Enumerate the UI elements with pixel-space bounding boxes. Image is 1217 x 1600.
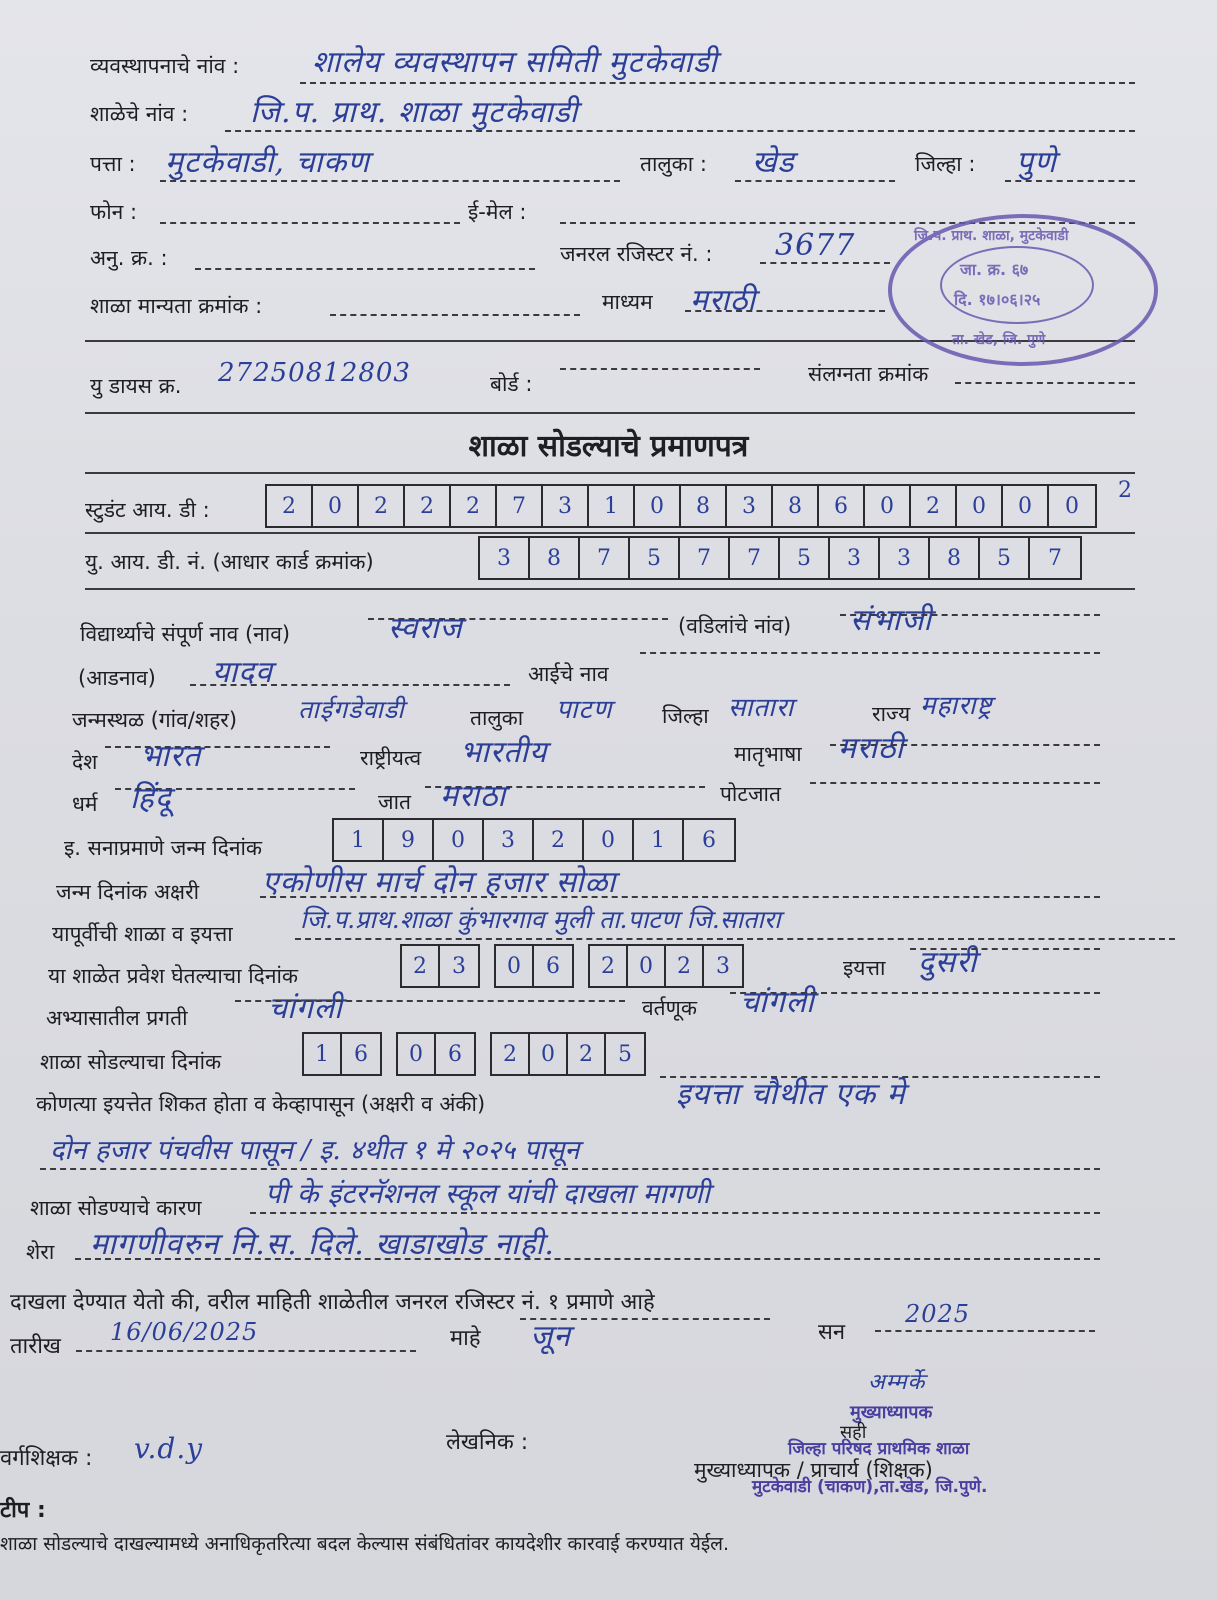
standard-line bbox=[910, 948, 1100, 950]
student-id-overflow-digit: 2 bbox=[1118, 478, 1133, 503]
leaving-date-digit: 6 bbox=[354, 1041, 368, 1067]
student-name-line bbox=[368, 618, 668, 620]
mother-name-line bbox=[640, 652, 1100, 654]
subcaste-label: पोटजात bbox=[720, 782, 781, 806]
admission-date-boxes bbox=[400, 944, 758, 984]
dob-words-value: एकोणीस मार्च दोन हजार सोळा bbox=[262, 865, 617, 900]
admission-date-digit: 6 bbox=[546, 953, 560, 979]
district-label: जिल्हा : bbox=[915, 152, 976, 176]
studying-since-line-1 bbox=[660, 1076, 1100, 1078]
student-id-digit: 2 bbox=[359, 486, 405, 526]
headmaster-label: मुख्याध्यापक / प्राचार्य (शिक्षक) bbox=[694, 1458, 933, 1482]
recognition-line bbox=[330, 314, 580, 316]
student-id-digit: 0 bbox=[1003, 486, 1049, 526]
state-label: राज्य bbox=[872, 702, 911, 726]
uid-digit: 8 bbox=[530, 538, 580, 578]
prev-school-line bbox=[295, 938, 1175, 940]
student-id-digit: 2 bbox=[451, 486, 497, 526]
studying-since-line-2 bbox=[40, 1168, 1100, 1170]
dob-digit: 9 bbox=[384, 820, 434, 860]
birthplace-district-label: जिल्हा bbox=[662, 704, 709, 728]
school-name-label: शाळेचे नांव : bbox=[90, 102, 189, 126]
surname-line bbox=[190, 684, 510, 686]
religion-value: हिंदू bbox=[130, 781, 172, 816]
register-line bbox=[760, 262, 890, 264]
leaving-date-digit: 2 bbox=[568, 1034, 606, 1074]
uid-digit: 7 bbox=[730, 538, 780, 578]
leaving-reason-line bbox=[250, 1212, 1100, 1214]
uid-digit: 5 bbox=[630, 538, 680, 578]
year-line bbox=[875, 1330, 1095, 1332]
progress-label: अभ्यासातील प्रगती bbox=[46, 1006, 188, 1030]
leaving-date-digit: 5 bbox=[618, 1041, 632, 1067]
uid-digit: 8 bbox=[930, 538, 980, 578]
seal-line-2: मुटकेवाडी (चाकण),ता.खेड, जि.पुणे. bbox=[752, 1477, 988, 1497]
medium-line bbox=[685, 310, 885, 312]
nationality-value: भारतीय bbox=[460, 735, 548, 770]
leaving-date-digit: 0 bbox=[530, 1034, 568, 1074]
father-name-line bbox=[840, 614, 1100, 616]
dob-words-line bbox=[260, 896, 1100, 898]
admission-date-group bbox=[494, 944, 574, 988]
uid-boxes bbox=[478, 536, 1082, 580]
standard-label: इयत्ता bbox=[843, 956, 886, 980]
udise-value: 27250812803 bbox=[218, 358, 411, 388]
management-label: व्यवस्थापनाचे नांव : bbox=[90, 54, 240, 78]
admission-date-group bbox=[400, 944, 480, 988]
stamp-line1: जा. क्र. ६७ bbox=[960, 260, 1029, 279]
uid-digit: 7 bbox=[580, 538, 630, 578]
register-label: जनरल रजिस्टर नं. : bbox=[560, 242, 713, 266]
birthplace-district-value: सातारा bbox=[728, 693, 795, 723]
admission-date-digit: 3 bbox=[452, 953, 466, 979]
board-label: बोर्ड : bbox=[490, 372, 533, 396]
district-line bbox=[1005, 180, 1135, 182]
student-id-digit: 6 bbox=[819, 486, 865, 526]
leaving-reason-value: पी के इंटरनॅशनल स्कूल यांची दाखला मागणी bbox=[265, 1177, 710, 1210]
birthplace-value: ताईगडेवाडी bbox=[298, 695, 405, 724]
address-line bbox=[160, 180, 620, 182]
conduct-label: वर्तणूक bbox=[642, 996, 697, 1020]
student-id-digit: 1 bbox=[589, 486, 635, 526]
class-teacher-label: वर्गशिक्षक : bbox=[0, 1446, 93, 1471]
studying-since-label: कोणत्या इयत्तेत शिकत होता व केव्हापासून (अक्षरी व अंकी) bbox=[36, 1092, 486, 1116]
admission-date-digit: 2 bbox=[590, 946, 628, 986]
uid-digit: 5 bbox=[780, 538, 830, 578]
student-id-digit: 0 bbox=[1065, 493, 1079, 519]
taluka-value: खेड bbox=[752, 145, 795, 180]
student-id-underline bbox=[85, 532, 1135, 534]
affiliation-label: संलग्नता क्रमांक bbox=[808, 362, 929, 386]
mother-tongue-label: मातृभाषा bbox=[734, 742, 802, 766]
dob-label: इ. सनाप्रमाणे जन्म दिनांक bbox=[64, 836, 263, 860]
signature-label: सही bbox=[840, 1422, 867, 1443]
udise-label: यु डायस क्र. bbox=[90, 374, 182, 398]
month-label: माहे bbox=[450, 1326, 481, 1351]
uid-digit: 7 bbox=[1048, 545, 1062, 571]
dob-digit: 6 bbox=[702, 827, 716, 853]
studying-since-value-2: दोन हजार पंचवीस पासून / इ. ४थीत १ मे २०२५ पासून bbox=[50, 1135, 580, 1166]
recognition-label: शाळा मान्यता क्रमांक : bbox=[90, 294, 263, 318]
month-value: जून bbox=[530, 1319, 571, 1354]
note-label: टीप : bbox=[0, 1498, 46, 1523]
register-value: 3677 bbox=[775, 228, 856, 263]
mother-tongue-value: मराठी bbox=[838, 731, 905, 766]
student-id-digit: 0 bbox=[635, 486, 681, 526]
father-name-value: संभाजी bbox=[850, 603, 933, 638]
dob-digit: 1 bbox=[634, 820, 684, 860]
district-value: पुणे bbox=[1016, 145, 1057, 180]
leaving-date-boxes bbox=[302, 1032, 660, 1072]
student-id-digit: 2 bbox=[911, 486, 957, 526]
dob-boxes bbox=[332, 818, 736, 862]
surname-value: यादव bbox=[212, 655, 273, 690]
admission-date-digit: 0 bbox=[496, 946, 534, 986]
stamp-line2: दि. १७।०६।२५ bbox=[954, 290, 1041, 309]
dob-digit: 1 bbox=[334, 820, 384, 860]
student-id-digit: 2 bbox=[405, 486, 451, 526]
student-id-digit: 0 bbox=[865, 486, 911, 526]
admission-date-digit: 2 bbox=[402, 946, 440, 986]
student-id-label: स्टुडंट आय. डी : bbox=[85, 498, 210, 522]
leaving-reason-label: शाळा सोडण्याचे कारण bbox=[30, 1196, 202, 1220]
admission-date-group bbox=[588, 944, 744, 988]
dob-digit: 0 bbox=[434, 820, 484, 860]
country-line bbox=[105, 746, 330, 748]
title-underline bbox=[85, 472, 1135, 474]
religion-line bbox=[115, 788, 355, 790]
year-value: 2025 bbox=[905, 1300, 971, 1328]
note-text: शाळा सोडल्याचे दाखल्यामध्ये अनाधिकृतरित्या बदल केल्यास संबंधितांवर कायदेशीर कारवाई करण्यात येईल. bbox=[0, 1533, 730, 1555]
uid-digit: 3 bbox=[480, 538, 530, 578]
clerk-label: लेखनिक : bbox=[446, 1430, 529, 1455]
class-teacher-signature: v.d.y bbox=[134, 1432, 204, 1465]
uid-digit: 3 bbox=[830, 538, 880, 578]
studying-since-value-1: इयत्ता चौथीत एक मे bbox=[676, 1077, 906, 1112]
remark-label: शेरा bbox=[26, 1240, 55, 1264]
school-name-value: जि.प. प्राथ. शाळा मुटकेवाडी bbox=[250, 95, 579, 130]
management-line bbox=[300, 82, 1135, 84]
seal-line-1: जिल्हा परिषद प्राथमिक शाळा bbox=[788, 1439, 970, 1459]
headmaster-initials: अम्मर्के bbox=[868, 1370, 926, 1395]
admission-date-digit: 0 bbox=[628, 946, 666, 986]
student-id-digit: 3 bbox=[543, 486, 589, 526]
leaving-date-digit: 6 bbox=[448, 1041, 462, 1067]
dob-words-label: जन्म दिनांक अक्षरी bbox=[56, 880, 200, 904]
student-name-value: स्वराज bbox=[388, 611, 463, 646]
taluka-label: तालुका : bbox=[640, 152, 707, 176]
stamp-top-text: जि.प. प्राथ. शाळा, मुटकेवाडी bbox=[914, 228, 1069, 244]
uid-underline bbox=[85, 588, 1135, 590]
leaving-date-group bbox=[396, 1032, 476, 1076]
mother-name-label: आईचे नाव bbox=[528, 662, 609, 686]
date-value: 16/06/2025 bbox=[110, 1318, 259, 1346]
father-name-label: (वडिलांचे नांव) bbox=[678, 614, 792, 638]
country-label: देश bbox=[72, 750, 98, 774]
mother-tongue-line bbox=[830, 744, 1100, 746]
admission-date-label: या शाळेत प्रवेश घेतल्याचा दिनांक bbox=[48, 964, 299, 988]
student-id-boxes bbox=[265, 484, 1097, 528]
birthplace-taluka-value: पाटण bbox=[556, 695, 613, 725]
progress-line bbox=[235, 1000, 625, 1002]
year-label: सन bbox=[818, 1320, 846, 1345]
admission-date-digit: 3 bbox=[716, 953, 730, 979]
student-id-digit: 7 bbox=[497, 486, 543, 526]
taluka-line bbox=[735, 180, 895, 182]
uid-digit: 7 bbox=[680, 538, 730, 578]
leaving-date-group bbox=[302, 1032, 382, 1076]
student-name-label: विद्यार्थ्याचे संपूर्ण नाव (नाव) bbox=[80, 622, 291, 646]
medium-value: मराठी bbox=[690, 283, 757, 318]
surname-label: (आडनाव) bbox=[78, 666, 156, 690]
birthplace-taluka-label: तालुका bbox=[470, 706, 524, 730]
prev-school-value: जि.प.प्राथ.शाळा कुंभारगाव मुली ता.पाटण जि.सातारा bbox=[300, 905, 781, 934]
subcaste-line bbox=[810, 782, 1100, 784]
student-id-digit: 8 bbox=[681, 486, 727, 526]
prev-school-label: यापूर्वीची शाळा व इयत्ता bbox=[52, 922, 233, 946]
student-id-digit: 2 bbox=[267, 486, 313, 526]
school-stamp bbox=[888, 214, 1158, 366]
phone-line bbox=[160, 222, 460, 224]
progress-value: चांगली bbox=[268, 991, 343, 1026]
birthplace-label: जन्मस्थळ (गांव/शहर) bbox=[72, 708, 238, 732]
school-name-line bbox=[225, 130, 1135, 132]
student-id-digit: 8 bbox=[773, 486, 819, 526]
leaving-date-digit: 2 bbox=[492, 1034, 530, 1074]
uid-label: यु. आय. डी. नं. (आधार कार्ड क्रमांक) bbox=[85, 550, 374, 574]
conduct-value: चांगली bbox=[740, 985, 815, 1020]
leaving-date-digit: 1 bbox=[304, 1034, 342, 1074]
caste-value: मराठा bbox=[440, 779, 507, 814]
affiliation-line bbox=[955, 382, 1135, 384]
date-line bbox=[76, 1350, 416, 1352]
religion-label: धर्म bbox=[72, 792, 98, 816]
uid-digit: 3 bbox=[880, 538, 930, 578]
medium-label: माध्यम bbox=[602, 290, 653, 314]
caste-line bbox=[425, 786, 705, 788]
serial-label: अनु. क्र. : bbox=[90, 246, 168, 270]
address-label: पत्ता : bbox=[90, 152, 136, 176]
date-label: तारीख bbox=[10, 1334, 61, 1359]
remark-line bbox=[75, 1258, 1100, 1260]
admission-date-digit: 2 bbox=[666, 946, 704, 986]
dob-digit: 3 bbox=[484, 820, 534, 860]
board-line bbox=[560, 368, 760, 370]
phone-label: फोन : bbox=[90, 200, 138, 224]
remark-value: मागणीवरुन नि.स. दिले. खाडाखोड नाही. bbox=[90, 1227, 555, 1262]
conduct-line bbox=[730, 992, 1100, 994]
student-id-digit: 0 bbox=[313, 486, 359, 526]
student-id-digit: 0 bbox=[957, 486, 1003, 526]
leaving-date-digit: 0 bbox=[398, 1034, 436, 1074]
header-separator-bottom bbox=[85, 412, 1135, 414]
student-id-digit: 3 bbox=[727, 486, 773, 526]
standard-value: दुसरी bbox=[918, 945, 978, 980]
email-label: ई-मेल : bbox=[468, 200, 527, 224]
uid-digit: 5 bbox=[980, 538, 1030, 578]
certify-statement: दाखला देण्यात येतो की, वरील माहिती शाळेतील जनरल रजिस्टर नं. १ प्रमाणे आहे bbox=[10, 1290, 655, 1315]
seal-title: मुख्याध्यापक bbox=[850, 1402, 933, 1423]
leaving-date-group bbox=[490, 1032, 646, 1076]
dob-digit: 0 bbox=[584, 820, 634, 860]
leaving-date-label: शाळा सोडल्याचा दिनांक bbox=[40, 1050, 222, 1074]
management-value: शालेय व्यवस्थापन समिती मुटकेवाडी bbox=[312, 45, 718, 80]
caste-label: जात bbox=[378, 790, 411, 814]
month-line bbox=[520, 1318, 770, 1320]
country-value: भारत bbox=[140, 739, 202, 774]
address-value: मुटकेवाडी, चाकण bbox=[165, 145, 370, 180]
state-value: महाराष्ट्र bbox=[920, 691, 993, 721]
serial-line bbox=[195, 268, 535, 270]
nationality-label: राष्ट्रीयत्व bbox=[360, 746, 422, 770]
certificate-title: शाळा सोडल्याचे प्रमाणपत्र bbox=[468, 429, 749, 464]
dob-digit: 2 bbox=[534, 820, 584, 860]
stamp-bottom-text: ता. खेड, जि. पुणे bbox=[952, 332, 1046, 348]
